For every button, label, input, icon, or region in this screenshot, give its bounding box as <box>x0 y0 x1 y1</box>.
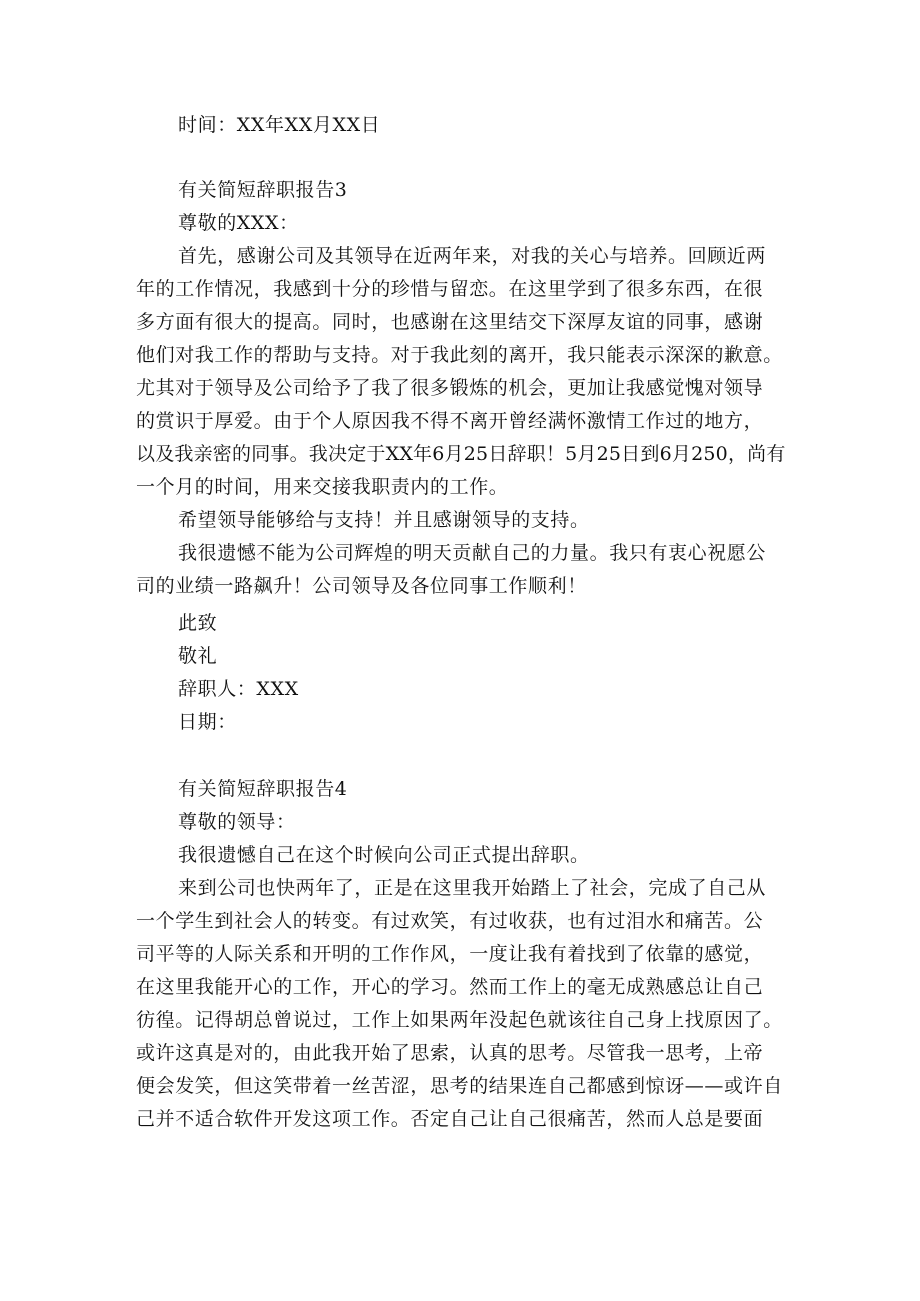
report4-paragraph-line: 司平等的人际关系和开明的工作作风，一度让我有着找到了依靠的感觉， <box>136 943 764 965</box>
report3-title: 有关简短辞职报告3 <box>178 179 348 201</box>
report4-paragraph-line: 在这里我能开心的工作，开心的学习。然而工作上的毫无成熟感总让自己 <box>136 976 764 998</box>
report3-paragraph-line: 首先，感谢公司及其领导在近两年来，对我的关心与培养。回顾近两 <box>178 245 767 267</box>
report3-closing: 此致 <box>178 612 218 634</box>
report3-paragraph-line: 一个月的时间，用来交接我职责内的工作。 <box>136 476 509 498</box>
report3-paragraph-line: 希望领导能够给与支持！并且感谢领导的支持。 <box>178 509 590 531</box>
report4-paragraph-line: 己并不适合软件开发这项工作。否定自己让自己很痛苦，然而人总是要面 <box>136 1108 764 1130</box>
report3-paragraph-line: 的赏识于厚爱。由于个人原因我不得不离开曾经满怀激情工作过的地方， <box>136 410 764 432</box>
report4-paragraph-line: 或许这真是对的，由此我开始了思索，认真的思考。尽管我一思考，上帝 <box>136 1042 764 1064</box>
report3-paragraph-line: 年的工作情况，我感到十分的珍惜与留恋。在这里学到了很多东西，在很 <box>136 278 764 300</box>
report3-date: 日期： <box>178 711 237 733</box>
report3-paragraph-line: 司的业绩一路飙升！公司领导及各位同事工作顺利！ <box>136 575 587 597</box>
report4-paragraph-line: 便会发笑，但这笑带着一丝苦涩，思考的结果连自己都感到惊讶——或许自 <box>136 1075 783 1097</box>
report4-title: 有关简短辞职报告4 <box>178 778 348 800</box>
report3-signer: 辞职人：XXX <box>178 678 299 700</box>
report3-paragraph-line: 以及我亲密的同事。我决定于XX年6月25日辞职！5月25日到6月250，尚有 <box>136 443 786 465</box>
report3-paragraph-line: 他们对我工作的帮助与支持。对于我此刻的离开，我只能表示深深的歉意。 <box>136 344 783 366</box>
report4-salutation: 尊敬的领导： <box>178 811 296 833</box>
report3-regards: 敬礼 <box>178 645 218 667</box>
report3-paragraph-line: 我很遗憾不能为公司辉煌的明天贡献自己的力量。我只有衷心祝愿公 <box>178 542 767 564</box>
report3-paragraph-line: 多方面有很大的提高。同时，也感谢在这里结交下深厚友谊的同事，感谢 <box>136 311 764 333</box>
report4-paragraph-line: 彷徨。记得胡总曾说过，工作上如果两年没起色就该往自己身上找原因了。 <box>136 1009 783 1031</box>
time-line: 时间：XX年XX月XX日 <box>178 114 381 136</box>
report3-paragraph-line: 尤其对于领导及公司给予了我了很多锻炼的机会，更加让我感觉愧对领导 <box>136 377 764 399</box>
report4-paragraph-line: 来到公司也快两年了，正是在这里我开始踏上了社会，完成了自己从 <box>178 877 767 899</box>
report3-salutation: 尊敬的XXX： <box>178 212 299 234</box>
report4-paragraph-line: 我很遗憾自己在这个时候向公司正式提出辞职。 <box>178 844 590 866</box>
report4-paragraph-line: 一个学生到社会人的转变。有过欢笑，有过收获，也有过泪水和痛苦。公 <box>136 910 764 932</box>
